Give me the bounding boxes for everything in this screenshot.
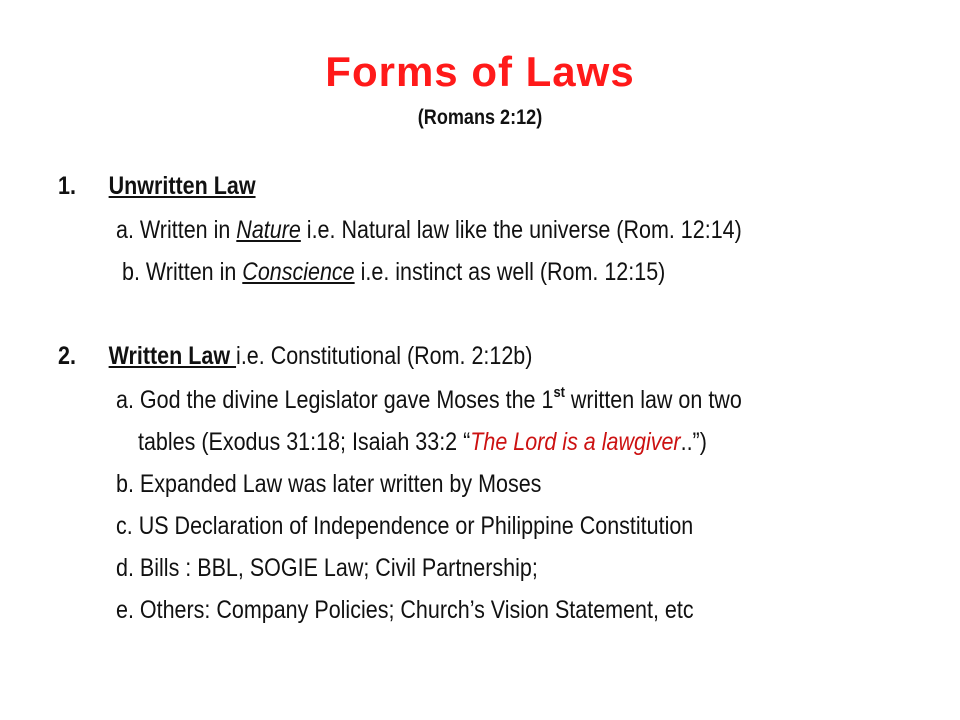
item-prefix: a. Written in <box>116 216 237 244</box>
item-continuation-prefix: tables (Exodus 31:18; Isaiah 33:2 “ <box>138 428 471 456</box>
section-2-item-a <box>116 386 742 415</box>
slide-subtitle: (Romans 2:12) <box>417 106 543 129</box>
section-1-item-a <box>116 216 742 245</box>
section-number: 2. <box>58 342 76 370</box>
section-heading: Unwritten Law <box>108 172 256 200</box>
item-continuation-suffix: ..”) <box>680 428 707 456</box>
section-2-item-d: d. Bills : BBL, SOGIE Law; Civil Partnership; <box>116 554 538 582</box>
item-suffix: i.e. instinct as well (Rom. 12:15) <box>354 258 666 286</box>
item-superscript: st <box>553 384 565 401</box>
item-suffix: written law on two <box>564 386 742 414</box>
section-heading: Written Law <box>108 342 237 370</box>
item-emphasis: Nature <box>236 216 301 244</box>
section-2-item-a-continuation <box>138 428 707 457</box>
section-number: 1. <box>58 172 76 200</box>
section-2-item-b: b. Expanded Law was later written by Moses <box>116 470 542 498</box>
item-prefix: b. Written in <box>122 258 243 286</box>
section-2-heading-line <box>58 342 532 371</box>
item-suffix: i.e. Natural law like the universe (Rom. 12:14) <box>300 216 742 244</box>
slide-title: Forms of Laws <box>325 48 635 95</box>
item-prefix: a. God the divine Legislator gave Moses the 1 <box>116 386 554 414</box>
item-emphasis: Conscience <box>242 258 355 286</box>
section-2-item-e: e. Others: Company Policies; Church’s Vision Statement, etc <box>116 596 694 624</box>
section-1-item-b <box>122 258 665 287</box>
section-2-item-c: c. US Declaration of Independence or Philippine Constitution <box>116 512 694 540</box>
section-heading-suffix: i.e. Constitutional (Rom. 2:12b) <box>236 342 533 370</box>
scripture-quote: The Lord is a lawgiver <box>470 428 681 456</box>
section-1-heading-line <box>58 172 256 201</box>
